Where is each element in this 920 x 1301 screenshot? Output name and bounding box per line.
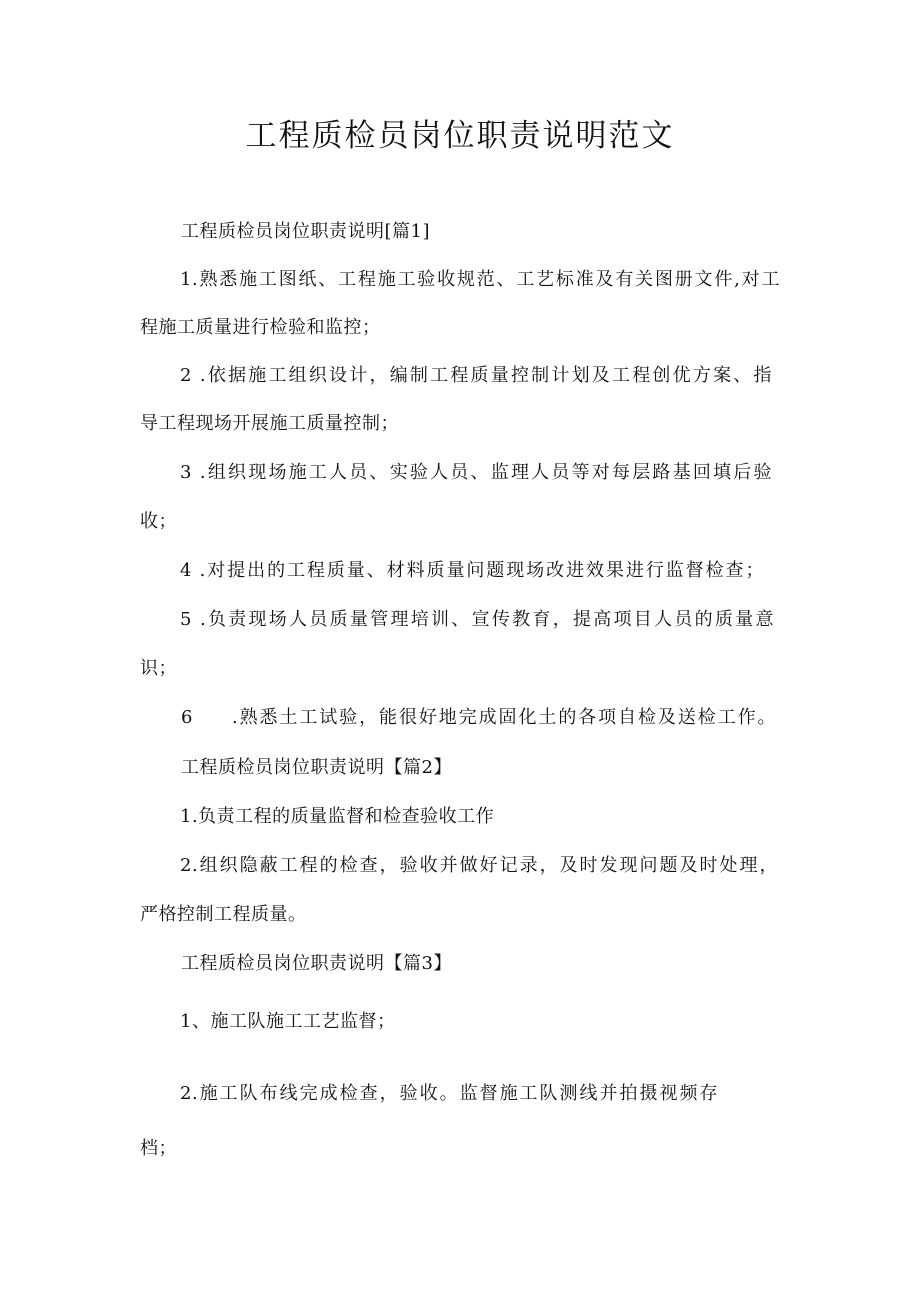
section2-heading: 工程质检员岗位职责说明【篇2】 xyxy=(181,757,452,778)
section2-item2-line1: 2.组织隐蔽工程的检查，验收并做好记录，及时发现问题及时处理， xyxy=(180,855,778,876)
section1-item2-line2: 导工程现场开展施工质量控制； xyxy=(140,413,399,434)
section3-item2-line2: 档； xyxy=(140,1138,177,1159)
section3-heading: 工程质检员岗位职责说明【篇3】 xyxy=(181,953,452,974)
section1-item3-line2: 收； xyxy=(140,511,177,532)
section1-item5-line1: 5 .负责现场人员质量管理培训、宣传教育，提高项目人员的质量意 xyxy=(180,609,774,630)
section1-item3-line1: 3 .组织现场施工人员、实验人员、监理人员等对每层路基回填后验 xyxy=(180,462,772,483)
section1-item6-number: 6 xyxy=(181,707,193,728)
section1-item4-line1: 4 .对提出的工程质量、材料质量问题现场改进效果进行监督检查； xyxy=(180,560,764,581)
document-title: 工程质检员岗位职责说明范文 xyxy=(245,118,675,154)
section3-item2-line1: 2.施工队布线完成检查，验收。监督施工队测线并拍摄视频存 xyxy=(180,1083,718,1104)
section1-item1-line1: 1.熟悉施工图纸、工程施工验收规范、工艺标准及有关图册文件,对工 xyxy=(180,269,780,290)
section2-item2-line2: 严格控制工程质量。 xyxy=(140,904,307,925)
section2-item1-line1: 1.负责工程的质量监督和检查验收工作 xyxy=(180,806,495,827)
section1-item2-line1: 2 .依据施工组织设计，编制工程质量控制计划及工程创优方案、指 xyxy=(180,365,772,386)
section1-item5-line2: 识； xyxy=(140,658,177,679)
section3-item1-line1: 1、施工队施工工艺监督； xyxy=(180,1011,396,1032)
section1-heading: 工程质检员岗位职责说明[篇1] xyxy=(181,221,430,242)
section1-item6-text: .熟悉土工试验，能很好地完成固化土的各项自检及送检工作。 xyxy=(232,707,776,728)
section1-item1-line2: 程施工质量进行检验和监控； xyxy=(140,317,381,338)
